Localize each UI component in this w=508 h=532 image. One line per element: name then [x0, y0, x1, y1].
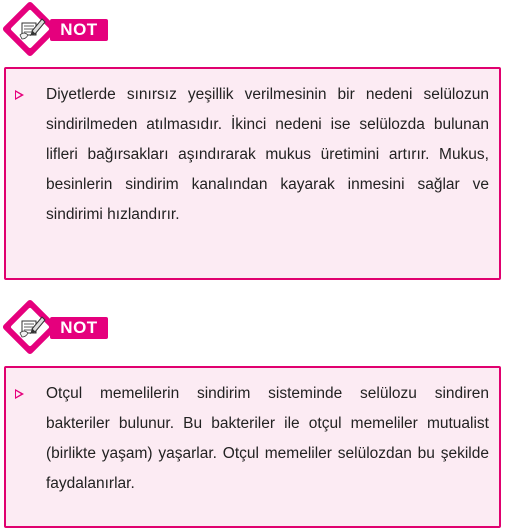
bullet-arrow-icon [15, 389, 24, 399]
note-badge: NOT [50, 317, 108, 339]
note-box [4, 67, 501, 280]
note-box [4, 366, 501, 528]
note-header [0, 298, 140, 358]
note-badge: NOT [50, 19, 108, 41]
note-header [0, 0, 140, 60]
bullet-arrow-icon [15, 90, 24, 100]
note-text: Otçul memelilerin sindirim sisteminde selülozu sindiren bakteriler bulunur. Bu bakteriler ile otçul memeliler mutualist (birlikte yaşam) yaşarlar. Otçul memeliler selülozdan bu şekilde faydalanırlar. [46, 385, 489, 492]
note-text: Diyetlerde sınırsız yeşillik verilmesinin bir nedeni selülozun sindirilmeden atılmasıdır. İkinci nedeni ise selülozda bulunan lifleri bağırsakları aşındırarak mukus üretimini artırır. Mukus, besinlerin sindirim kanalından kayarak inmesini sağlar ve sindirimi hızlandırır. [46, 86, 489, 223]
